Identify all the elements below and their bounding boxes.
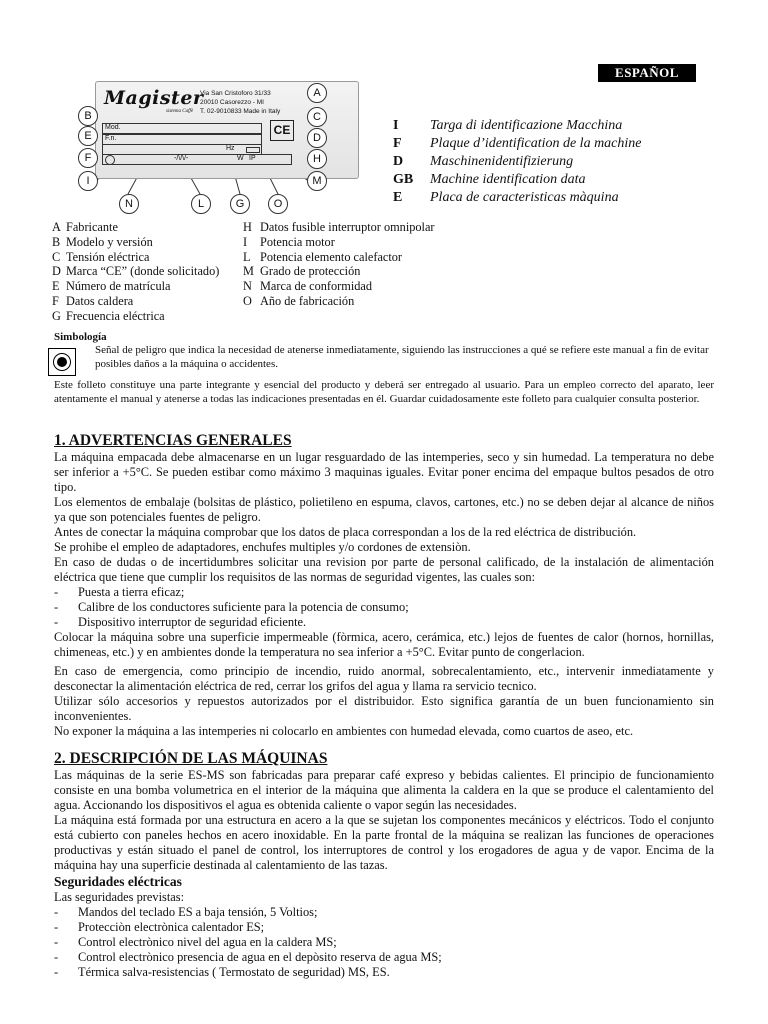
legend-letter: N [243,279,252,294]
list-item-text: Calibre de los conductores suficiente para la potencia de consumo; [78,600,409,614]
translation-text: Placa de caracteristicas màquina [430,190,619,205]
paragraph: La máquina está formada por una estructura en acero a la que se sujetan los componentes mecánicos y eléctricos. Todo el conjunto está cubierto con paneles hechos en acero inoxidable. En la parte frontal de la máquina se realizan las funciones de operaciones productivas y están situado el panel de control, los interruptores de control y los erogadores de agua y de vapor. Encima de la máquina hay una superficie destinada al calentamiento de las tazas. [54,813,714,872]
legend-text: Tensión eléctrica [66,249,150,264]
callout-d: D [307,128,327,148]
section-1-body [54,450,714,739]
paragraph: Colocar la máquina sobre una superficie impermeable (fòrmica, acero, cerámica, etc.) lejos de fuentes de calor (hornos, hornillas, chimeneas, etc.) y en ambientes donde la temperatura no sea inferior a +5°C. Evitar punto de congerlacion. [54,630,714,659]
legend-item [243,220,435,235]
legend-letter: H [243,220,252,234]
legend-text: Frecuencia eléctrica [66,308,165,323]
callout-i: I [78,171,98,191]
paragraph: La máquina empacada debe almacenarse en un lugar resguardado de las intemperies, seco y sin humedad. La temperatura no debe ser inferior a +5°C. Se pueden estibar como máximo 3 maquinas iguales. Evitar poner encima del empaque bultos pesados de otro tipo. [54,450,714,494]
simbologia-description: Señal de peligro que indica la necesidad de atenerse inmediatamente, siguiendo las instrucciones a qué se refiere este manual a fin de evitar posibles daños a la máquina o accidentes. [95,344,709,370]
address-line: 20010 Casorezzo - MI [200,99,264,106]
plate-title-translations [393,117,642,207]
legend-text: Datos fusible interruptor omnipolar [260,220,435,234]
brand-subtitle: sistema Caffè [166,109,194,114]
language-code: GB [393,172,414,187]
legend-letter: O [243,293,252,308]
plate-legend-right [243,220,435,309]
legend-text: Potencia elemento calefactor [260,249,403,264]
legend-text: Datos caldera [66,293,134,308]
legend-letter: C [52,249,61,264]
plate-hz-label: Hz [226,145,235,152]
ce-mark: CE [270,120,294,141]
plate-model-field [102,123,262,134]
legend-item [243,250,435,265]
section-2-body [54,768,714,980]
legend-item [243,279,435,294]
legend-text: Modelo y versión [66,234,153,249]
legend-letter: F [52,293,59,308]
callout-g: G [230,194,250,214]
list-item: - Control electrònico nivel del agua en la caldera MS; [54,935,337,949]
legend-text: Potencia motor [260,234,335,249]
address-line: Via San Cristoforo 31/33 [200,90,271,97]
callout-a: A [307,83,327,103]
list-item-text: Mandos del teclado ES a baja tensión, 5 Voltios; [78,905,318,919]
plate-power-field [102,154,292,165]
paragraph: En caso de dudas o de incertidumbres solicitar una revision por parte de personal calificado, de la instalación de alimentación eléctrica que tiene que cumplir los requisitos de las normas de seguridad vigentes, las cuales son: [54,555,714,584]
legend-text: Marca de conformidad [260,279,372,294]
paragraph: Se prohibe el empleo de adaptadores, enchufes multiples y/o cordones de extensiòn. [54,540,471,554]
translation-row [393,135,642,153]
list-item: - Térmica salva-resistencias ( Termostato de seguridad) MS, ES. [54,965,390,979]
plate-ip-label: IP [249,155,256,162]
legend-item [52,294,219,309]
legend-letter: L [243,249,251,264]
motor-icon [105,155,115,165]
legend-text: Fabricante [66,220,118,234]
translation-text: Maschinenidentifizierung [430,154,574,169]
language-badge: ESPAÑOL [598,64,696,82]
language-code: E [393,190,403,205]
legend-letter: B [52,234,61,249]
legend-letter: A [52,220,61,234]
plate-model-label: Mod. [105,124,121,131]
translation-row [393,189,642,207]
electrical-safety-heading: Seguridades eléctricas [54,874,182,889]
callout-h: H [307,149,327,169]
legend-item [52,279,219,294]
simbologia-title: Simbología [54,331,107,343]
legend-item [243,264,435,279]
list-item: - Mandos del teclado ES a baja tensión, 5 Voltios; [54,905,318,919]
legend-item [243,235,435,250]
paragraph: En caso de emergencia, como principio de incendio, ruido anormal, sobrecalentamiento, etc., intervenir inmediatamente y desconectar la alimentación eléctrica de red, cerrar los grifos del agua y llama ra servicio tecnico. [54,664,714,693]
list-item: - Puesta a tierra eficaz; [54,585,185,599]
section-2-heading: 2. DESCRIPCIÓN DE LAS MÁQUINAS [54,750,328,767]
paragraph: Las seguridades previstas: [54,890,185,904]
list-item-text: Térmica salva-resistencias ( Termostato de seguridad) MS, ES. [78,965,390,979]
legend-item [52,250,219,265]
list-item: - Calibre de los conductores suficiente para la potencia de consumo; [54,600,409,614]
paragraph: Las máquinas de la serie ES-MS son fabricadas para preparar café expreso y bebidas calientes. El principio de funcionamiento consiste en una bomba volumetrica en el interior de la máquina que alimenta la caldera en la que se produce el calentamiento del agua. Accionando los dispositivos el agua es obtenida caliente o vapor según las necesidades. [54,768,714,812]
legend-letter: G [52,308,61,323]
translation-text: Plaque d’identification de la machine [430,136,642,151]
list-item: - Protecciòn electrònica calentador ES; [54,920,265,934]
danger-symbol-icon [48,348,76,376]
translation-text: Machine identification data [430,172,586,187]
legend-text: Marca “CE” (donde solicitado) [66,264,220,279]
legend-letter: I [243,234,248,249]
legend-item [52,220,219,235]
callout-e: E [78,126,98,146]
legend-letter: D [52,264,61,279]
language-code: I [393,118,399,133]
language-code: D [393,154,404,169]
legend-item [52,235,219,250]
intro-paragraph: Este folleto constituye una parte integrante y esencial del producto y deberá ser entregado al usuario. Para un empleo correcto del aparato, leer atentamente el manual y atenerse a todas las indicaciones presentadas en él. Guardar cuidadosamente este folleto para cualquier consulta posterior. [54,379,714,405]
list-item: - Control electrònico presencia de agua en el depòsito reserva de agua MS; [54,950,442,964]
language-code: F [393,136,402,151]
paragraph: No exponer la máquina a las intemperies ni colocarlo en ambientes con humedad elevada, como cuartos de aseo, etc. [54,724,634,738]
callout-b: B [78,106,98,126]
list-item-text: Protecciòn electrònica calentador ES; [78,920,265,934]
callout-m: M [307,171,327,191]
legend-item [243,294,435,309]
legend-text: Grado de protección [260,264,361,279]
callout-l: L [191,194,211,214]
translation-row [393,171,642,189]
legend-letter: E [52,279,60,294]
list-item-text: Control electrònico nivel del agua en la caldera MS; [78,935,337,949]
translation-row [393,117,642,135]
legend-item [52,264,219,279]
callout-c: C [307,107,327,127]
plate-legend-left [52,220,219,324]
callout-n: N [119,194,139,214]
legend-text: Año de fabricación [260,293,355,308]
callout-f: F [78,148,98,168]
plate-serial-label: F.n. [105,135,117,142]
list-item-text: Dispositivo interruptor de seguridad eficiente. [78,615,307,629]
list-item: - Dispositivo interruptor de seguridad eficiente. [54,615,307,629]
translation-row [393,153,642,171]
section-1-heading: 1. ADVERTENCIAS GENERALES [54,432,292,449]
plate-w-label: W [237,155,244,162]
legend-letter: M [243,264,254,279]
callout-o: O [268,194,288,214]
paragraph: Utilizar sólo accesorios y repuestos autorizados por el distribuidor. Esto significa garantía de un buen funcionamiento sin inconvenientes. [54,694,714,723]
address-line: T. 02-9010833 Made in Italy [200,108,281,115]
legend-item [52,309,219,324]
list-item-text: Puesta a tierra eficaz; [78,585,185,599]
translation-text: Targa di identificazione Macchina [430,118,623,133]
resistor-icon: -/\/\/- [174,155,189,162]
paragraph: Los elementos de embalaje (bolsitas de plástico, polietileno en espuma, clavos, cartones, etc.) no se deben dejar al alcance de niños ya que son potenciales fuentes de peligro. [54,495,714,524]
fuse-icon [246,147,260,153]
legend-text: Número de matrícula [66,279,171,294]
list-item-text: Control electrònico presencia de agua en el depòsito reserva de agua MS; [78,950,442,964]
brand-logo: Magister [104,87,204,109]
paragraph: Antes de conectar la máquina comprobar que los datos de placa correspondan a los de la red eléctrica de distribución. [54,525,637,539]
